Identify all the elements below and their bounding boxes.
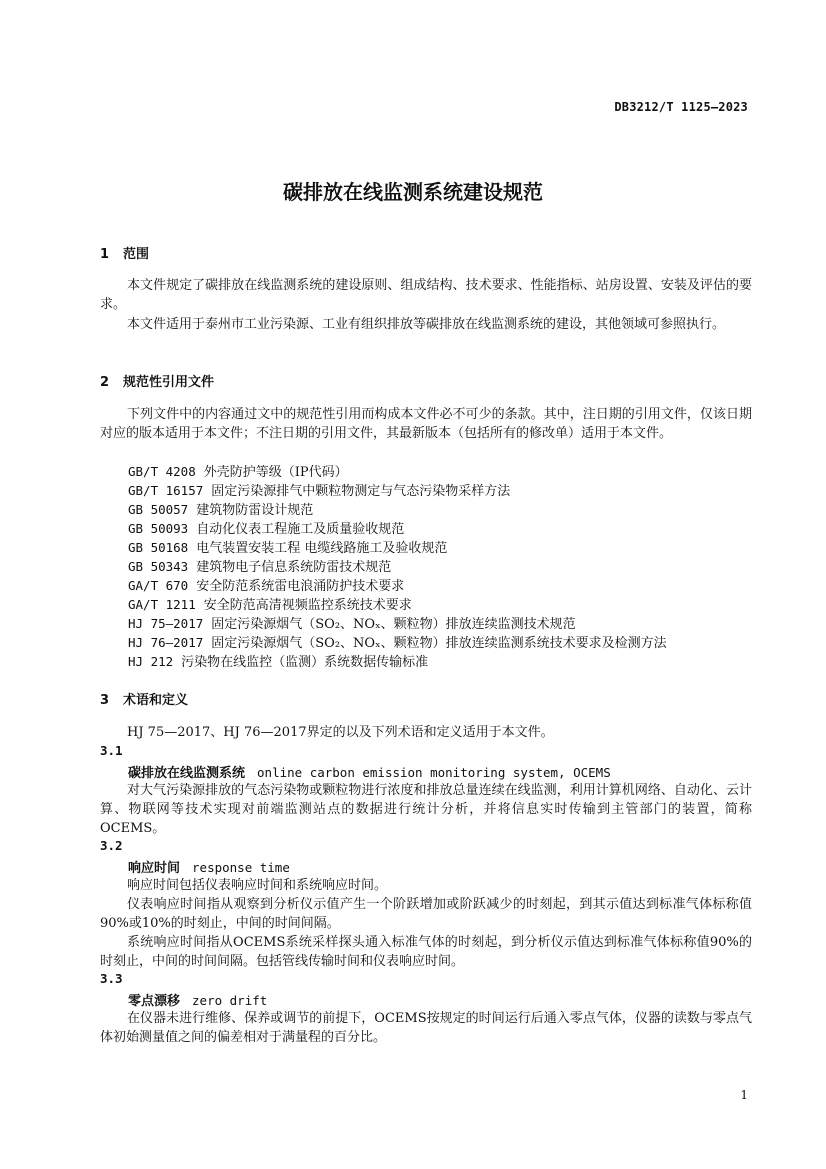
- term-number: 3.2: [100, 838, 123, 853]
- section-title: 规范性引用文件: [123, 375, 215, 390]
- term-english: response time: [192, 860, 290, 875]
- reference-title: 固定污染源排气中颗粒物测定与气态污染物采样方法: [211, 484, 511, 499]
- section-title: 范围: [123, 247, 150, 262]
- reference-code: GB/T 16157: [128, 483, 204, 498]
- term-english: zero drift: [192, 993, 268, 1008]
- term-definition: 在仪器未进行维修、保养或调节的前提下，OCEMS按规定的时间运行后通入零点气体，仪器的读数与零点气体初始测量值之间的偏差相对于满量程的百分比。: [100, 1011, 752, 1045]
- reference-title: 安全防范系统雷电浪涌防护技术要求: [196, 579, 405, 594]
- reference-title: 自动化仪表工程施工及质量验收规范: [196, 522, 405, 537]
- section-title: 术语和定义: [123, 693, 189, 708]
- standard-number: DB3212/T 1125—2023: [614, 100, 748, 114]
- reference-code: GB 50168: [128, 540, 189, 555]
- reference-item: [128, 595, 412, 615]
- paragraph: 本文件适用于泰州市工业污染源、工业有组织排放等碳排放在线监测系统的建设，其他领域可参照执行。: [127, 317, 726, 332]
- term-chinese: 零点漂移: [128, 994, 181, 1009]
- page-number: 1: [740, 1088, 748, 1102]
- reference-title: 污染物在线监控（监测）系统数据传输标准: [181, 655, 429, 670]
- reference-code: HJ 76—2017: [128, 635, 204, 650]
- reference-title: 建筑物电子信息系统防雷技术规范: [196, 560, 392, 575]
- reference-code: GB/T 4208: [128, 464, 196, 479]
- term-definition: 仪表响应时间指从观察到分析仪示值产生一个阶跃增加或阶跃减少的时刻起，到其示值达到标准气体标称值90%或10%的时刻止，中间的时间间隔。: [100, 897, 752, 931]
- term-chinese: 碳排放在线监测系统: [128, 766, 246, 781]
- section-1-heading: [100, 243, 149, 262]
- term-entry: [128, 990, 267, 1009]
- paragraph: 本文件规定了碳排放在线监测系统的建设原则、组成结构、技术要求、性能指标、站房设置、安装及评估的要求。: [100, 278, 752, 312]
- term-english: online carbon emission monitoring system, OCEMS: [257, 765, 611, 780]
- term-number: 3.3: [100, 971, 123, 986]
- reference-title: 固定污染源烟气（SO₂、NOₓ、颗粒物）排放连续监测技术规范: [211, 617, 576, 632]
- term-number: 3.1: [100, 743, 123, 758]
- paragraph: HJ 75—2017、HJ 76—2017界定的以及下列术语和定义适用于本文件。: [127, 725, 554, 740]
- section-number: 2: [100, 375, 110, 390]
- reference-item: [128, 500, 313, 520]
- reference-code: GB 50057: [128, 502, 189, 517]
- term-definition: 系统响应时间指从OCEMS系统采样探头通入标准气体的时刻起，到分析仪示值达到标准气体标称值90%的时刻止，中间的时间间隔。包括管线传输时间和仪表响应时间。: [100, 935, 752, 969]
- reference-title: 电气装置安装工程 电缆线路施工及验收规范: [196, 541, 448, 556]
- section-2-heading: [100, 371, 214, 390]
- reference-item: [128, 652, 428, 672]
- reference-title: 建筑物防雷设计规范: [196, 503, 314, 518]
- reference-item: [128, 614, 576, 634]
- section-number: 3: [100, 693, 110, 708]
- section-number: 1: [100, 247, 110, 262]
- reference-item: [128, 538, 447, 558]
- reference-item: [128, 557, 391, 577]
- reference-code: GB 50343: [128, 559, 189, 574]
- section-3-heading: [100, 689, 188, 708]
- reference-item: [128, 576, 404, 596]
- reference-item: [128, 481, 510, 501]
- reference-code: HJ 75—2017: [128, 616, 204, 631]
- term-entry: [128, 762, 611, 781]
- document-title: 碳排放在线监测系统建设规范: [283, 180, 543, 204]
- reference-item: [128, 519, 404, 539]
- term-entry: [128, 857, 290, 876]
- reference-item: [128, 462, 348, 482]
- paragraph: 下列文件中的内容通过文中的规范性引用而构成本文件必不可少的条款。其中，注日期的引用文件，仅该日期对应的版本适用于本文件；不注日期的引用文件，其最新版本（包括所有的修改单）适用于本文件。: [100, 407, 752, 441]
- term-definition: 响应时间包括仪表响应时间和系统响应时间。: [127, 878, 388, 893]
- reference-code: HJ 212: [128, 654, 174, 669]
- reference-item: [128, 633, 667, 653]
- reference-title: 外壳防护等级（IP代码）: [203, 465, 348, 480]
- term-definition: 对大气污染源排放的气态污染物或颗粒物进行浓度和排放总量连续在线监测，利用计算机网络、自动化、云计算、物联网等技术实现对前端监测站点的数据进行统计分析，并将信息实时传输到主管部门的装置，简称OCEMS。: [100, 783, 752, 836]
- reference-code: GA/T 670: [128, 578, 189, 593]
- reference-title: 安全防范高清视频监控系统技术要求: [203, 598, 412, 613]
- reference-code: GA/T 1211: [128, 597, 196, 612]
- reference-code: GB 50093: [128, 521, 189, 536]
- reference-title: 固定污染源烟气（SO₂、NOₓ、颗粒物）排放连续监测系统技术要求及检测方法: [211, 636, 667, 651]
- term-chinese: 响应时间: [128, 861, 181, 876]
